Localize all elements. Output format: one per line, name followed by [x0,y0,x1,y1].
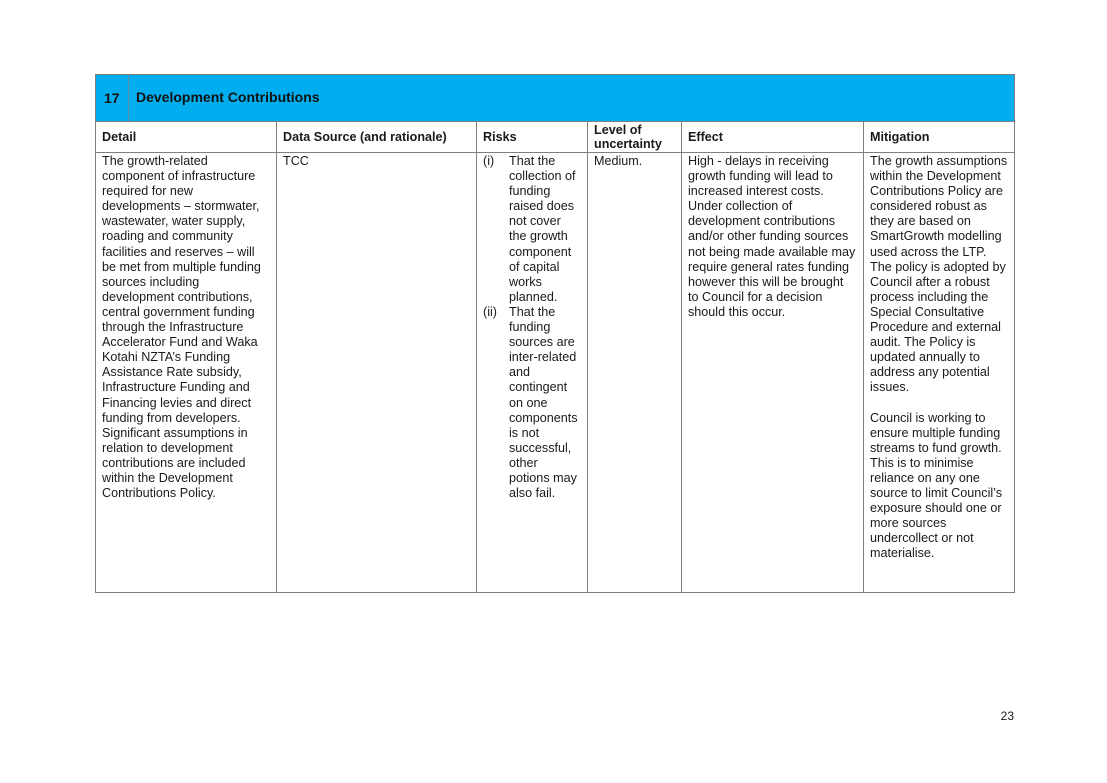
mitigation-paragraph: The growth assumptions within the Development Contributions Policy are considered robust as they are based on SmartGrowth modelling used across the LTP. The policy is adopted by Council after a robust process including the Special Consultative Procedure and external audit. The Policy is updated annually to address any potential issues. [870,154,1008,395]
risk-text: That the funding sources are inter-related and contingent on one components is not successful, other potions may also fail. [509,304,578,501]
section-title: Development Contributions [136,89,320,106]
mitigation-paragraph: Council is working to ensure multiple funding streams to fund growth. This is to minimise reliance on any one source to limit Council’s exposure should one or more sources undercollect or not materialise. [870,410,1003,561]
cell-effect: High - delays in receiving growth funding will lead to increased interest costs. Under collection of development contributions and/or other funding sources not being made available may require general rates funding however this will be brought to Council for a decision should this occur. [682,153,864,593]
header-detail: Detail [96,122,277,153]
table-row [96,153,1015,593]
assumptions-table [95,74,1015,593]
header-row [96,122,1015,153]
header-effect: Effect [682,122,864,153]
header-mitigation: Mitigation [864,122,1015,153]
section-number: 17 [96,75,129,121]
cell-detail: The growth-related component of infrastructure required for new developments – stormwater, wastewater, water supply, roading and community facilities and reserves – will be met from multiple funding sources including development contributions, central government funding through the Infrastructure Accelerator Fund and Waka Kotahi NZTA’s Funding Assistance Rate subsidy, Infrastructure Funding and Financing levies and direct funding from developers. Significant assumptions in relation to development contributions are included within the Development Contributions Policy. [96,153,277,593]
cell-mitigation [864,153,1015,593]
cell-risks [477,153,588,593]
risk-item [483,305,581,501]
header-level: Level of uncertainty [588,122,682,153]
header-risks: Risks [477,122,588,153]
page-number: 23 [1000,709,1014,723]
risk-text: That the collection of funding raised does not cover the growth component of capital works planned. [509,154,576,304]
risk-number: (i) [483,154,495,168]
cell-level: Medium. [588,153,682,593]
header-data-source: Data Source (and rationale) [277,122,477,153]
section-title-row [96,75,1015,122]
cell-data-source: TCC [277,153,477,593]
risk-number: (ii) [483,304,497,319]
risk-item [483,154,581,305]
